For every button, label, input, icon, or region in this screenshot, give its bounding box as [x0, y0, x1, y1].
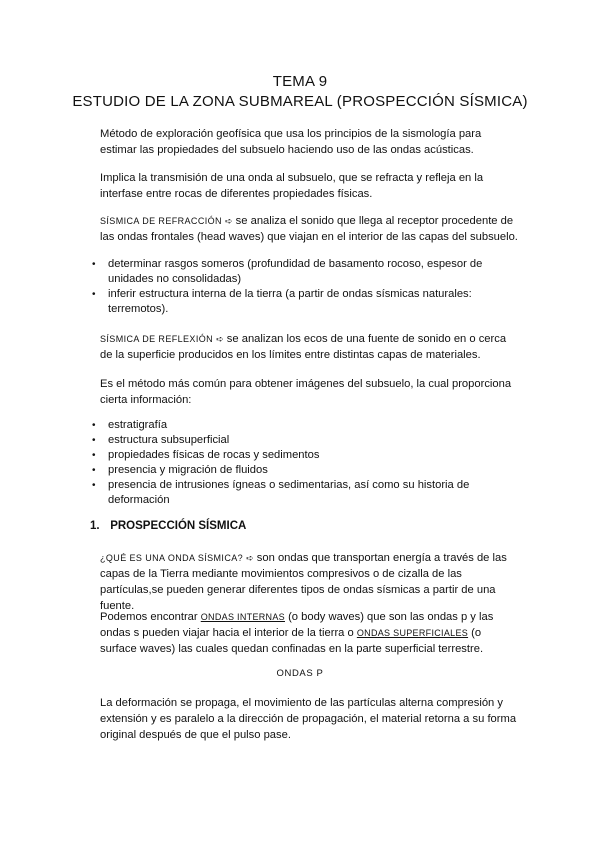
list-item: • propiedades físicas de rocas y sedimentos [90, 448, 510, 463]
ondas-p-heading: ONDAS P [276, 668, 324, 679]
list-item: • inferir estructura interna de la tierra (a partir de ondas sísmicas naturales: terremotos). [90, 287, 510, 317]
list-item: • presencia y migración de fluidos [90, 463, 510, 478]
arrow-icon: ➪ [225, 216, 233, 226]
ondas-p-paragraph: La deformación se propaga, el movimiento de las partículas alterna compresión y extensión y es paralelo a la dirección de propagación, el material retorna a su forma original después de que el pulso pase. [100, 697, 517, 741]
refraccion-label: SÍSMICA DE REFRACCIÓN [100, 216, 222, 226]
section-title: PROSPECCIÓN SÍSMICA [110, 520, 247, 532]
reflexion-paragraph [100, 331, 520, 363]
arrow-icon: ➪ [246, 553, 254, 563]
refraccion-list [90, 257, 510, 317]
refraccion-paragraph [100, 213, 520, 245]
reflexion-list [90, 418, 510, 508]
text-fragment: (o surface waves) las cuales quedan confinadas en la parte superficial terrestre. [100, 627, 484, 655]
list-item: • estructura subsuperficial [90, 433, 510, 448]
section-heading [90, 520, 246, 532]
question-label: ¿QUÉ ES UNA ONDA SÍSMICA? [100, 553, 244, 563]
section-number: 1. [90, 520, 100, 532]
list-item: • estratigrafía [90, 418, 510, 433]
tipos-ondas-paragraph [100, 609, 520, 657]
text-fragment: (o body waves) que son las ondas p y las ondas s pueden viajar hacia el interior de la tierra o [100, 611, 494, 639]
reflexion-paragraph-2: Es el método más común para obtener imágenes del subsuelo, la cual proporciona cierta información: [100, 378, 512, 406]
page-subtitle: ESTUDIO DE LA ZONA SUBMAREAL (PROSPECCIÓN SÍSMICA) [72, 93, 528, 110]
onda-sismica-paragraph [100, 550, 520, 614]
refraccion-text: se analiza el sonido que llega al receptor procedente de las ondas frontales (head waves) que viajan en el interior de las capas del subsuelo. [100, 215, 518, 243]
ondas-internas-term: ONDAS INTERNAS [200, 612, 285, 622]
ondas-superficiales-term: ONDAS SUPERFICIALES [356, 628, 469, 638]
intro-paragraph-2: Implica la transmisión de una onda al subsuelo, que se refracta y refleja en la interfase entre rocas de diferentes propiedades físicas. [100, 172, 484, 200]
reflexion-label: SÍSMICA DE REFLEXIÓN [100, 334, 214, 344]
question-text: son ondas que transportan energía a través de las capas de la Tierra mediante movimientos compresivos o de cizalla de las partículas,se pueden generar diferentes tipos de ondas sísmicas a partir de una fuente. [100, 552, 507, 612]
arrow-icon: ➪ [216, 334, 224, 344]
list-item: • presencia de intrusiones ígneas o sedimentarias, así como su historia de deformación [90, 478, 510, 508]
list-item: • determinar rasgos someros (profundidad de basamento rocoso, espesor de unidades no consolidadas) [90, 257, 510, 287]
intro-paragraph-1: Método de exploración geofísica que usa los principios de la sismología para estimar las propiedades del subsuelo haciendo uso de las ondas acústicas. [100, 128, 482, 156]
reflexion-text: se analizan los ecos de una fuente de sonido en o cerca de la superficie producidos en los límites entre distintas capas de materiales. [100, 333, 507, 361]
text-fragment: Podemos encontrar [100, 611, 201, 623]
page-title: TEMA 9 [272, 73, 328, 90]
